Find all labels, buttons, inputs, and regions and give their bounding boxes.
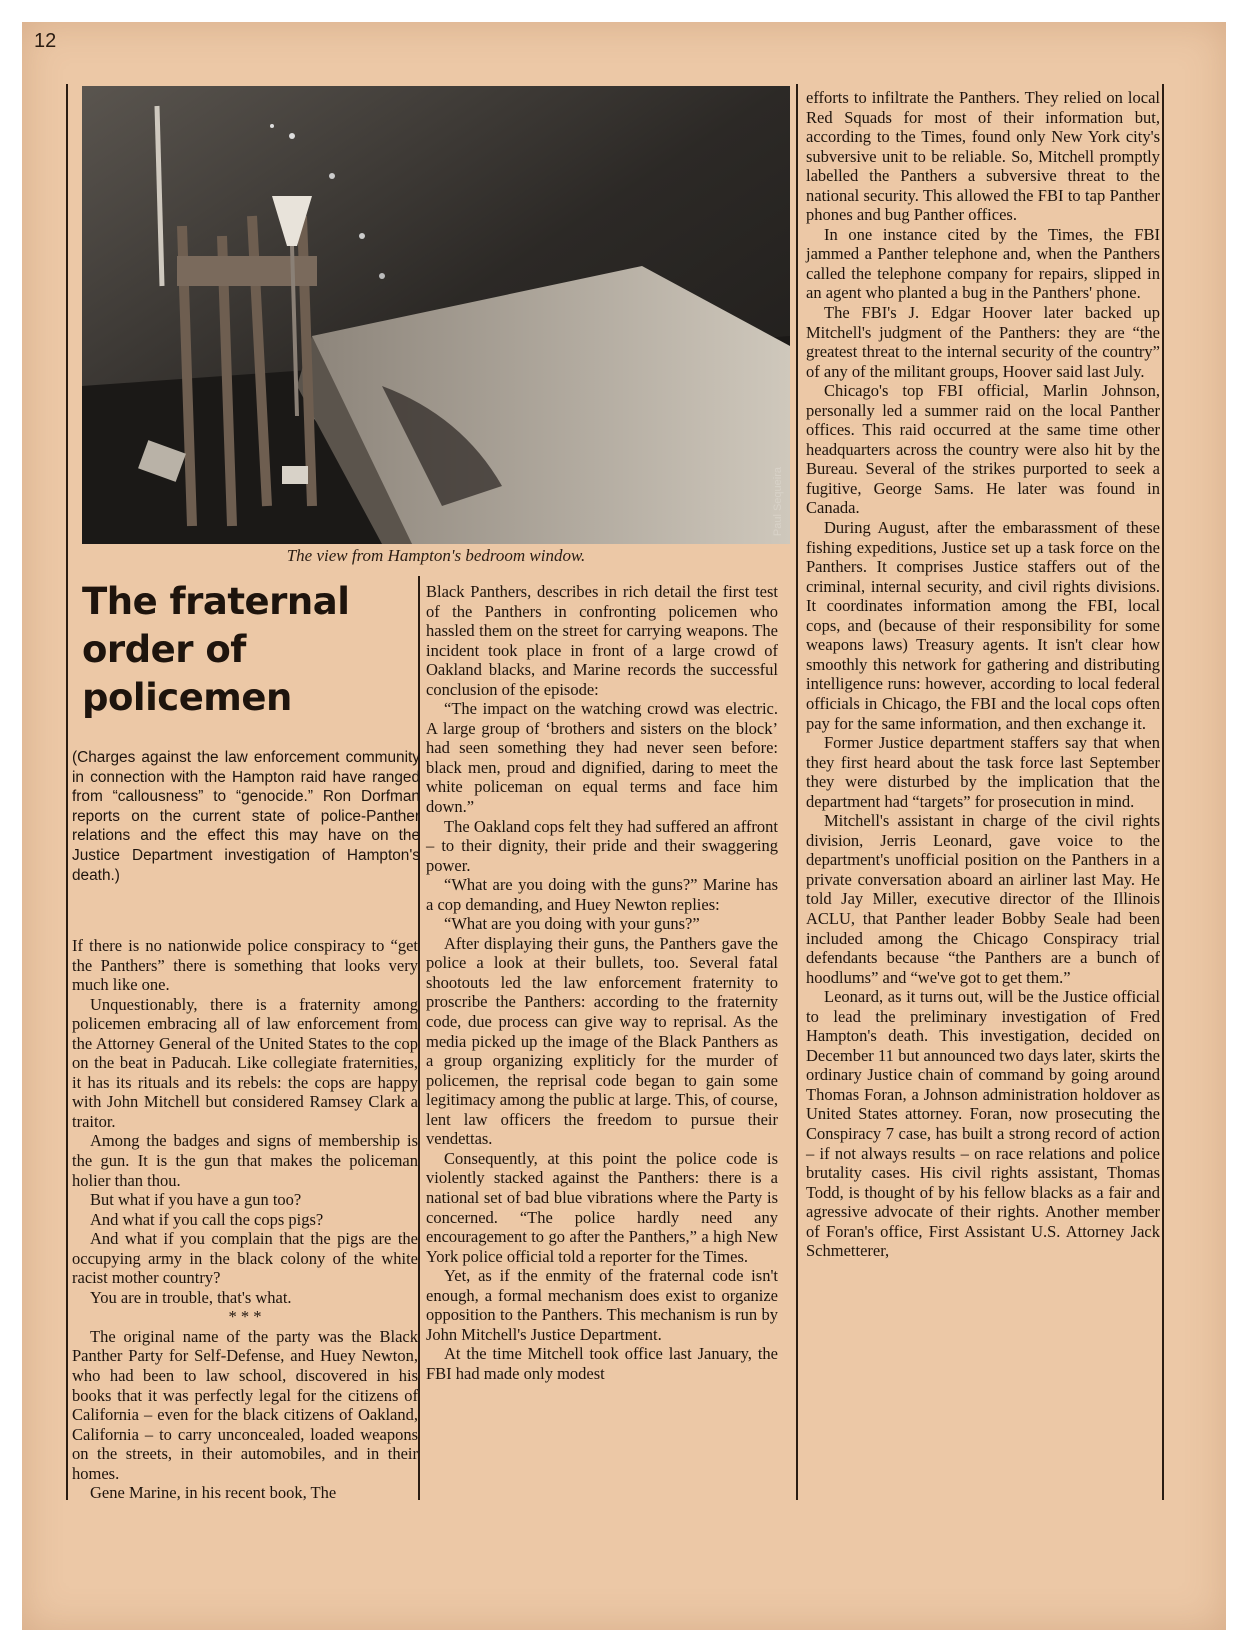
right-column-rule: [796, 84, 798, 1500]
paragraph: If there is no nationwide police conspiracy to “get the Panthers” there is something that looks very much like one.: [72, 936, 418, 995]
paragraph: efforts to infiltrate the Panthers. They relied on local Red Squads for most of their information but, according to the Times, found only New York city's subversive unit to be reliable. So, Mitchell promptly labelled the Panthers a subversive threat to the national security. This allowed the FBI to tap Panther phones and bug Panther offices.: [806, 88, 1160, 225]
paragraph: Former Justice department staffers say that when they first heard about the task force last September they were disturbed by the implication that the department had “targets” for prosecution in mind.: [806, 733, 1160, 811]
paragraph: Black Panthers, describes in rich detail the first test of the Panthers in confronting policemen who hassled them on the street for carrying weapons. The incident took place in front of a large crowd of Oakland blacks, and Marine records the successful conclusion of the episode:: [426, 582, 778, 699]
paragraph: You are in trouble, that's what.: [90, 1287, 292, 1307]
paragraph: Yet, as if the enmity of the fraternal code isn't enough, a formal mechanism does exist to organize opposition to the Panthers. This mechanism is run by John Mitchell's Justice Department.: [426, 1266, 778, 1344]
left-column-rule: [66, 84, 68, 1500]
paragraph: “The impact on the watching crowd was electric. A large group of ‘brothers and sisters on the block’ had seen something they had never seen before: black men, proud and dignified, daring to meet the white policeman on equal terms and face him down.”: [426, 699, 778, 817]
paragraph: After displaying their guns, the Panthers gave the police a look at their bullets, too. Several fatal shootouts led the law enforcement fraternity to proscribe the Panthers: according to the fraternity code, due process can give way to reprisal. As the media picked up the image of the Black Panthers as a group organizing expliticly for the murder of policemen, the reprisal code began to gain some legitimacy among the public at large. This, of course, lent law officers the freedom to pursue their vendettas.: [426, 933, 778, 1149]
headline-line-3: policemen: [82, 676, 292, 719]
paragraph: But what if you have a gun too?: [90, 1190, 302, 1210]
paragraph: And what if you complain that the pigs are the occupying army in the black colony of the white racist mother country?: [72, 1229, 418, 1288]
far-right-column-rule: [1162, 84, 1164, 1500]
paragraph: Gene Marine, in his recent book, The: [90, 1483, 337, 1503]
article-headline: [82, 578, 412, 722]
paragraph: Unquestionably, there is a fraternity among policemen embracing all of law enforcement from the Attorney General of the United States to the cop on the beat in Paducah. Like collegiate fraternities, it has its rituals and its rebels: the cops are happy with John Mitchell but considered Ramsey Clark a traitor.: [72, 994, 418, 1131]
section-break: * * *: [228, 1307, 262, 1327]
bedroom-scene-illustration: [82, 86, 790, 544]
photo-caption: The view from Hampton's bedroom window.: [286, 546, 586, 565]
paragraph: Chicago's top FBI official, Marlin Johnson, personally led a summer raid on the local Panther offices. This raid occurred at the same time other headquarters across the country were also hit by the Bureau. Several of the strikes purported to seek a fugitive, George Sams. He later was found in Canada.: [806, 381, 1160, 518]
bedroom-photo: [82, 86, 790, 544]
paragraph: Mitchell's assistant in charge of the civil rights division, Jerris Leonard, gave voice to the department's unofficial position on the Panthers in a private conversation aboard an airliner last May. He told Jay Miller, executive director of the Illinois ACLU, that Panther leader Bobby Seale had been included among the Chicago Conspiracy trial defendants because “the Panthers are a bunch of hoodlums” and “we've got to get them.”: [806, 811, 1160, 987]
page-number: 12: [34, 30, 57, 52]
paragraph: “What are you doing with your guns?”: [444, 914, 700, 934]
headline-line-1: The fraternal: [82, 580, 350, 623]
article-intro: (Charges against the law enforcement community in connection with the Hampton raid have ranged from “callousness” to “genocide.” Ron Dorfman reports on the current state of police-Panther relations and the effect this may have on the Justice Department investigation of Hampton's death.): [72, 749, 420, 884]
paragraph: At the time Mitchell took office last January, the FBI had made only modest: [426, 1344, 778, 1383]
middle-column-rule: [418, 576, 420, 1500]
photo-credit: Paul Sequeira: [772, 466, 784, 536]
paragraph: The FBI's J. Edgar Hoover later backed up Mitchell's judgment of the Panthers: they are “the greatest threat to the internal security of the country” of any of the militant groups, Hoover said last July.: [806, 303, 1160, 381]
paragraph: Leonard, as it turns out, will be the Justice official to lead the preliminary investigation of Fred Hampton's death. This investigation, decided on December 11 but announced two days later, skirts the ordinary Justice chain of command by going around Thomas Foran, a Johnson administration holdover as United States attorney. Foran, now prosecuting the Conspiracy 7 case, has built a strong record of action – if not always results – on race relations and police brutality cases. His civil rights assistant, Thomas Todd, is thought of by his fellow blacks as a fair and agressive advocate of their rights. Another member of Foran's office, First Assistant U.S. Attorney Jack Schmetterer,: [806, 987, 1160, 1261]
article-column-1: [72, 936, 418, 1503]
paragraph: Among the badges and signs of membership is the gun. It is the gun that makes the policeman holier than thou.: [72, 1131, 418, 1190]
headline-line-2: order of: [82, 628, 246, 671]
paragraph: The Oakland cops felt they had suffered an affront – to their dignity, their pride and their swaggering power.: [426, 816, 778, 875]
paragraph: And what if you call the cops pigs?: [90, 1209, 324, 1229]
paragraph: Consequently, at this point the police code is violently stacked against the Panthers: there is a national set of bad blue vibrations where the Party is concerned. “The police hardly need any encouragement to go after the Panthers,” a high New York police official told a reporter for the Times.: [426, 1148, 778, 1266]
article-column-2: [426, 582, 778, 1383]
article-column-3: [806, 88, 1160, 1261]
paragraph: During August, after the embarassment of these fishing expeditions, Justice set up a task force on the Panthers. It comprises Justice staffers out of the criminal, internal security, and civil rights divisions. It coordinates information among the FBI, local cops, and (because of their responsibility for some weapons laws) Treasury agents. It isn't clear how smoothly this network for gathering and distributing intelligence runs: however, according to local federal officials in Chicago, the FBI and the local cops often pay for the same information, and then exchange it.: [806, 518, 1160, 733]
paragraph: In one instance cited by the Times, the FBI jammed a Panther telephone and, when the Panthers called the telephone company for repairs, slipped in an agent who planted a bug in the Panthers' phone.: [806, 224, 1160, 303]
paragraph: The original name of the party was the Black Panther Party for Self-Defense, and Huey Newton, who had been to law school, discovered in his books that it was perfectly legal for the citizens of California – even for the black citizens of Oakland, California – to carry unconcealed, loaded weapons on the streets, in their automobiles, and in their homes.: [72, 1326, 418, 1483]
paragraph: “What are you doing with the guns?” Marine has a cop demanding, and Huey Newton replies:: [426, 875, 778, 914]
